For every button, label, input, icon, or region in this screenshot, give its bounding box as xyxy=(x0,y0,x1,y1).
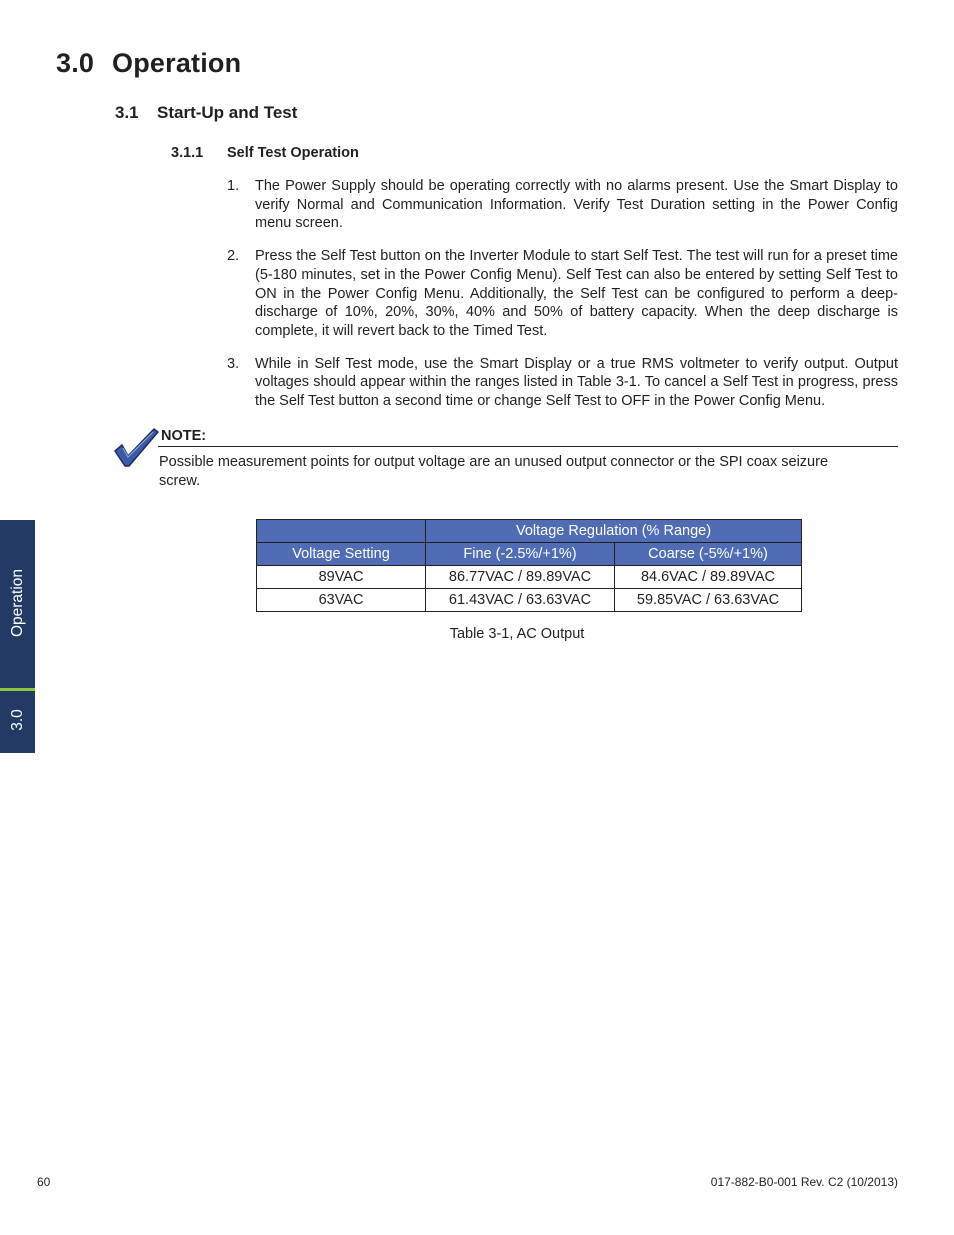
note-divider xyxy=(158,446,898,447)
procedure-steps xyxy=(227,177,898,425)
step-text: The Power Supply should be operating correctly with no alarms present. Use the Smart Display to verify Normal and Communication Information. Verify Test Duration setting in the Power Config menu screen. xyxy=(255,178,898,232)
step-text: While in Self Test mode, use the Smart Display or a true RMS voltmeter to verify output. Output voltages should appear within the ranges listed in Table 3-1. To cancel a Self Test in progress, press the Self Test button a second time or change Self Test to OFF in the Power Config Menu. xyxy=(255,355,898,410)
step-item xyxy=(227,355,898,411)
subsubsection-number: 3.1.1 xyxy=(171,145,204,161)
document-id: 017-882-B0-001 Rev. C2 (10/2013) xyxy=(710,1175,898,1189)
subsubsection-heading xyxy=(171,145,359,161)
step-number: 3. xyxy=(227,355,240,372)
subsubsection-title: Self Test Operation xyxy=(227,145,359,161)
step-number: 2. xyxy=(227,248,240,265)
table-cell: 84.6VAC / 89.89VAC xyxy=(615,566,802,589)
section-number: 3.0 xyxy=(56,48,95,78)
page-number: 60 xyxy=(37,1175,51,1189)
side-tab-divider xyxy=(0,688,35,691)
side-tab-number: 3.0 xyxy=(9,709,26,731)
table-header-cell: Coarse (-5%/+1%) xyxy=(615,543,802,566)
table-cell: 59.85VAC / 63.63VAC xyxy=(615,589,802,612)
table-row xyxy=(257,589,802,612)
table-group-header: Voltage Regulation (% Range) xyxy=(426,520,802,543)
step-number: 1. xyxy=(227,178,240,194)
side-tab-label: Operation xyxy=(9,568,26,638)
step-item xyxy=(227,177,898,233)
step-text: Press the Self Test button on the Inverter Module to start Self Test. The test will run for a preset time (5-180 minutes, set in the Power Config Menu). Self Test can also be entered by setting Self Test to ON in the Power Config Menu. Additionally, the Self Test can be configured to perform a deep-discharge of 10%, 20%, 30%, 40% and 50% of battery capacity. When the deep discharge is complete, it will revert back to the Timed Test. xyxy=(255,248,898,339)
table-cell: 89VAC xyxy=(257,566,426,589)
table-header-blank-cell xyxy=(257,520,426,543)
subsection-number: 3.1 xyxy=(115,103,139,122)
table-cell: 63VAC xyxy=(257,589,426,612)
section-heading xyxy=(56,48,241,79)
section-title: Operation xyxy=(112,48,242,78)
table-row xyxy=(257,566,802,589)
ac-output-table xyxy=(256,519,802,612)
table-header-row xyxy=(257,543,802,566)
subsection-heading xyxy=(115,103,297,123)
table-header-cell: Voltage Setting xyxy=(257,543,426,566)
table-caption: Table 3-1, AC Output xyxy=(449,626,585,642)
note-label: NOTE: xyxy=(161,428,207,444)
step-item xyxy=(227,247,898,341)
table-cell: 86.77VAC / 89.89VAC xyxy=(426,566,615,589)
checkmark-icon xyxy=(112,426,160,468)
table-cell: 61.43VAC / 63.63VAC xyxy=(426,589,615,612)
note-text: Possible measurement points for output voltage are an unused output connector or the SPI coax seizure screw. xyxy=(159,454,829,489)
table-group-header-row xyxy=(257,520,802,543)
subsection-title: Start-Up and Test xyxy=(157,103,298,122)
table-header-cell: Fine (-2.5%/+1%) xyxy=(426,543,615,566)
